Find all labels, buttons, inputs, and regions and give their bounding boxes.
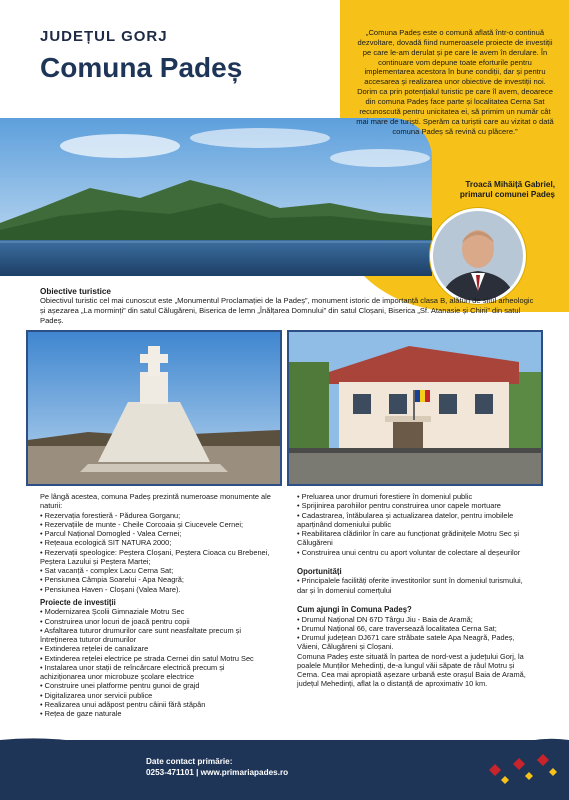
list-item: • Construirea unor locuri de joacă pentru copii: [40, 617, 272, 626]
county-label: JUDEȚUL GORJ: [40, 28, 168, 45]
list-item: • Principalele facilități oferite investitorilor sunt în domeniul turismului, dar și în domeniul comerțului: [297, 576, 529, 595]
nature-intro: Pe lângă acestea, comuna Padeș prezintă numeroase monumente ale naturii:: [40, 492, 271, 511]
objectives-heading: Obiective turistice: [40, 287, 111, 296]
list-item: • Sprijinirea parohiilor pentru construirea unor capele mortuare: [297, 501, 529, 510]
mayor-role: primarul comunei Padeș: [459, 190, 555, 200]
opportunities-heading: Oportunități: [297, 566, 342, 576]
access-heading: Cum ajungi în Comuna Padeș?: [297, 604, 412, 614]
opportunities-list: [297, 576, 529, 595]
lake-landscape-photo: [0, 118, 432, 276]
projects-list-continued: [297, 492, 529, 557]
objectives-text: Obiectivul turistic cel mai cunoscut este „Monumentul Proclamației de la Padeș”, monument istoric de importanță clasa B, alături de situl arheologic și așezarea „La morminți” din satul Călugăreni, Biserica de lemn „Înălțarea Domnului” din satul Cloșani, Biserica „Sf. Atanasie și Chirii” din satul Padeș.: [40, 296, 534, 325]
list-item: • Reabilitarea clădirilor în care au funcționat grădinițele Motru Sec și Călugăreni: [297, 529, 529, 548]
mayor-name: Troacă Mihăiță Gabriel,: [465, 180, 555, 189]
list-item: • Rezervațiile de munte - Cheile Corcoaia și Ciucevele Cernei;: [40, 520, 272, 529]
list-item: • Extinderea rețelei de canalizare: [40, 644, 272, 653]
list-item: • Drumul Național DN 67D Târgu Jiu - Baia de Aramă;: [297, 615, 529, 624]
list-item: • Drumul județean DJ671 care străbate satele Apa Neagră, Padeș, Văieni, Călugăreni și Cloșani.: [297, 633, 529, 652]
mayor-signature: [380, 180, 555, 201]
nature-list: [40, 511, 272, 594]
list-item: • Rețea de gaze naturale: [40, 709, 272, 718]
list-item: • Construire unei platforme pentru gunoi de grajd: [40, 681, 272, 690]
list-item: • Parcul Național Domogled - Valea Cernei;: [40, 529, 272, 538]
contact-block: [146, 756, 288, 778]
projects-heading: Proiecte de investiții: [40, 597, 116, 607]
list-item: • Modernizarea Școlii Gimnaziale Motru Sec: [40, 607, 272, 616]
list-item: • Drumul Național 66, care traversează localitatea Cerna Sat;: [297, 624, 529, 633]
right-column: [297, 492, 529, 689]
projects-list: [40, 607, 272, 718]
list-item: • Construirea unui centru cu aport voluntar de colectare al deșeurilor: [297, 548, 529, 557]
town-hall-photo: [287, 330, 543, 486]
mayor-quote: „Comuna Padeș este o comună aflată într-o continuă dezvoltare, dovadă fiind numeroasele proiecte de investiții pe care le-am derulat și pe care le avem în derulare. În continuare vom depune toate eforturile pentru implementarea acestora în bune condiții, dar și pentru accesarea și realizarea unor obiective de investiții noi. Dorim ca prin potențialul turistic pe care îl avem, deoarece din comuna Padeș face parte și localitatea Cerna Sat recunoscută pentru unicitatea ei, să primim un număr cât mai mare de turiști. Sperăm ca turiștii care au vizitat o dată comuna Padeș să revină cu plăcere.”: [356, 28, 554, 136]
list-item: • Sat vacanță - complex Lacu Cerna Sat;: [40, 566, 272, 575]
contact-info[interactable]: 0253-471101 | www.primariapades.ro: [146, 768, 289, 778]
contact-label: Date contact primărie:: [146, 757, 233, 766]
list-item: • Asfaltarea tuturor drumurilor care sunt neasfaltate precum și întreținerea tuturor drumurilor: [40, 626, 272, 645]
location-text: Comuna Padeș este situată în partea de nord-vest a județului Gorj, la poalele Munților Mehedinți, de-a lungul văii săpate de râul Motru și Cerna. Cea mai apropiată așezare urbană este orașul Baia de Aramă, județul Mehedinți, aflat la o distanță de aproximativ 10 km.: [297, 651, 526, 689]
page-title: Comuna Padeș: [40, 52, 243, 83]
access-list: [297, 615, 529, 652]
list-item: • Cadastrarea, întăbularea și actualizarea datelor, pentru imobilele aparținând domeniului public: [297, 511, 529, 530]
left-column: [40, 492, 272, 718]
mayor-portrait: [430, 208, 526, 304]
list-item: • Instalarea unor stații de reîncărcare electrică precum și achiziționarea unor microbuze școlare electrice: [40, 663, 272, 682]
list-item: • Pensiunea Câmpia Soarelui - Apa Neagră;: [40, 575, 272, 584]
list-item: • Digitalizarea unor servicii publice: [40, 691, 272, 700]
list-item: • Rețeaua ecologică SIT NATURA 2000;: [40, 538, 272, 547]
list-item: • Realizarea unui adăpost pentru câinii fără stăpân: [40, 700, 272, 709]
list-item: • Preluarea unor drumuri forestiere în domeniul public: [297, 492, 529, 501]
monument-photo: [26, 330, 282, 486]
folk-pattern-decoration-right: [429, 730, 569, 800]
list-item: • Rezervația forestieră - Pădurea Gorganu;: [40, 511, 272, 520]
list-item: • Rezervații speologice: Peștera Cloșani, Peștera Cioaca cu Brebenei, Peștera Lazului și Peștera Martei;: [40, 548, 272, 567]
list-item: • Extinderea rețelei electrice pe strada Cernei din satul Motru Sec: [40, 654, 272, 663]
list-item: • Pensiunea Haven - Cloșani (Valea Mare).: [40, 585, 272, 594]
